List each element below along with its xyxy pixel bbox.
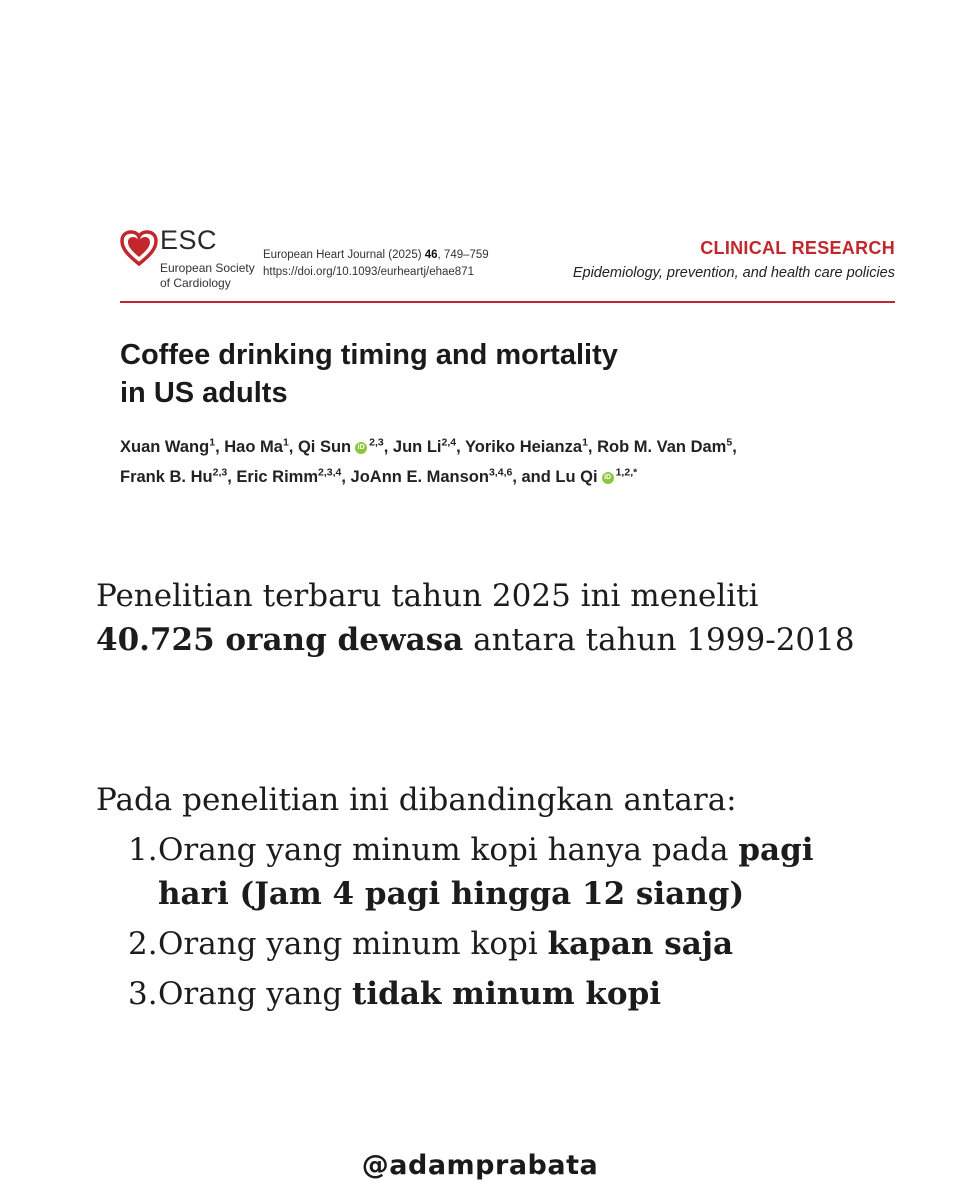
author-affiliation: 1 [209, 436, 216, 449]
header-divider [120, 301, 895, 303]
author-separator: , [456, 438, 465, 456]
author-separator: , [341, 468, 351, 486]
list-item [96, 972, 876, 1016]
author[interactable]: Yoriko Heianza [464, 438, 583, 456]
list-number: 1. [128, 832, 158, 868]
list-item [96, 828, 876, 916]
comparison-list [96, 828, 876, 1016]
author[interactable]: Lu Qi [555, 468, 598, 486]
author[interactable]: Frank B. Hu [120, 468, 213, 486]
author-affiliation: 1 [582, 436, 588, 449]
author-separator: , [732, 438, 737, 456]
list-text: Orang yang minum kopi [158, 926, 548, 962]
comparison-intro: Pada penelitian ini dibandingkan antara: [96, 782, 737, 818]
author-affiliation: 1 [282, 436, 289, 449]
heart-icon [120, 230, 158, 266]
comparison-section [96, 778, 876, 1022]
list-text: Orang yang minum kopi hanya pada [158, 832, 739, 868]
author-separator: , [288, 438, 298, 456]
society-name: European Society of Cardiology [160, 261, 255, 290]
author[interactable]: Rob M. Van Dam [597, 438, 727, 456]
author-affiliation: 2,3 [212, 466, 228, 479]
list-number: 2. [128, 926, 158, 962]
section-label: CLINICAL RESEARCH [700, 238, 895, 258]
author[interactable]: Hao Ma [224, 438, 283, 456]
author-separator: , [215, 438, 225, 456]
author-list [120, 432, 910, 492]
author-separator: , [383, 438, 393, 456]
orcid-icon[interactable]: iD [355, 442, 367, 454]
intro-paragraph: Penelitian terbaru tahun 2025 ini meneliti 40.725 orang dewasa antara tahun 1999-2018 [96, 578, 855, 658]
list-number: 3. [128, 976, 158, 1012]
author[interactable]: Eric Rimm [236, 468, 319, 486]
author-separator: , and [512, 468, 556, 486]
author-affiliation: 2,3,4 [318, 466, 342, 479]
author-handle: @adamprabata [361, 1150, 599, 1181]
participant-count: 40.725 orang dewasa [96, 622, 464, 658]
author[interactable]: Jun Li [392, 438, 442, 456]
list-highlight: tidak minum kopi [352, 976, 662, 1012]
orcid-icon[interactable]: iD [602, 472, 614, 484]
author-affiliation: 2,4 [441, 436, 457, 449]
author[interactable]: JoAnn E. Manson [350, 468, 489, 486]
esc-abbr: ESC [160, 225, 218, 255]
author-affiliation: 5 [726, 436, 733, 449]
journal-volume: 46 [424, 249, 438, 261]
list-text: Orang yang [158, 976, 353, 1012]
paper-title: Coffee drinking timing and mortality in US adults [120, 339, 618, 409]
author-affiliation: 3,4,6 [488, 466, 513, 479]
list-highlight: pagi hari (Jam 4 pagi hingga 12 siang) [158, 832, 814, 912]
journal-header [120, 225, 895, 300]
author-separator: , [587, 438, 598, 456]
author-separator: , [227, 468, 237, 486]
list-highlight: kapan saja [547, 926, 734, 962]
author[interactable]: Qi Sun [297, 438, 352, 456]
subsection-label: Epidemiology, prevention, and health care policies [572, 265, 895, 281]
author[interactable]: Xuan Wang [120, 438, 210, 456]
esc-logo [120, 225, 265, 295]
doi-link[interactable]: https://doi.org/10.1093/eurheartj/ehae871 [263, 266, 474, 278]
author-affiliation: 2,3 [369, 436, 384, 449]
author-affiliation: 1,2,* [615, 466, 638, 479]
journal-citation: European Heart Journal (2025) 46, 749–759 https://doi.org/10.1093/eurheartj/ehae871 [263, 247, 489, 281]
list-item [96, 922, 876, 966]
